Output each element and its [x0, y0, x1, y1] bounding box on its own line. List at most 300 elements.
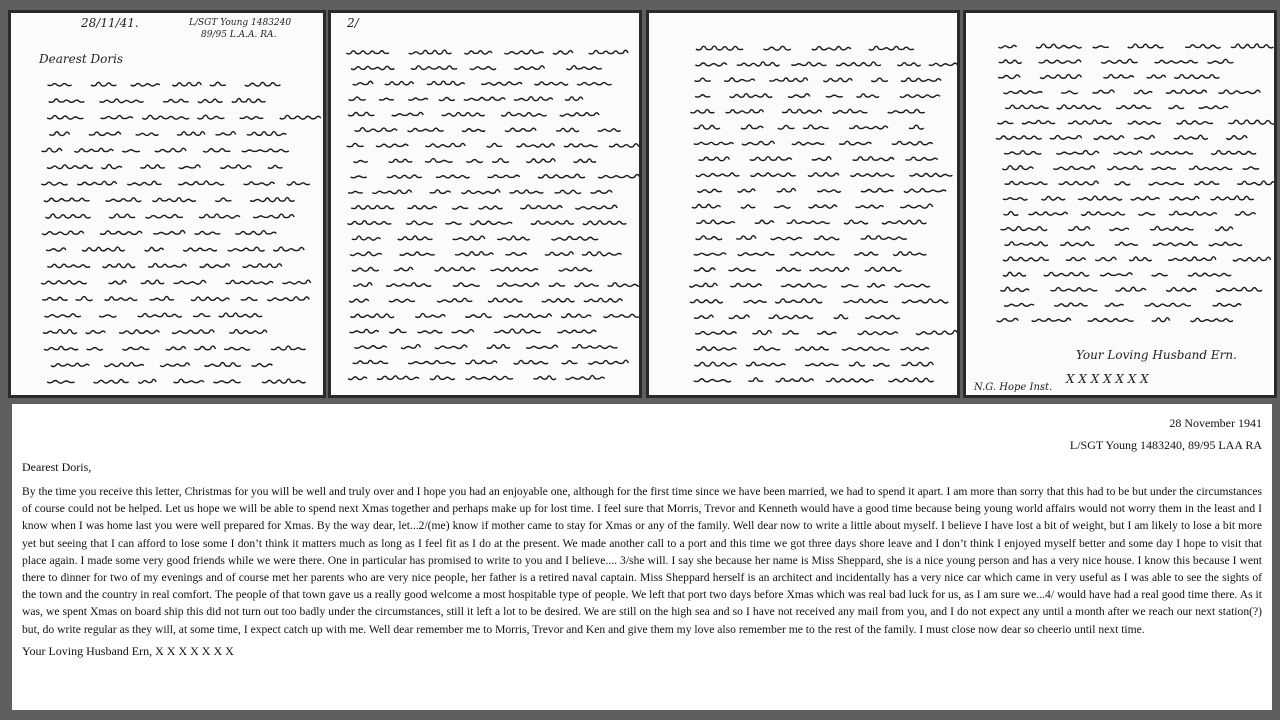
handwritten-word [769, 78, 808, 82]
handwritten-word [166, 347, 186, 350]
handwritten-word [730, 284, 761, 287]
handwritten-word [810, 267, 849, 271]
handwritten-word [1131, 197, 1160, 200]
handwritten-word [769, 315, 814, 319]
handwritten-word [244, 182, 275, 185]
handwritten-word [1093, 46, 1109, 48]
handwritten-word [1128, 121, 1161, 124]
handwritten-word [1147, 75, 1166, 78]
handwritten-word [1044, 272, 1089, 276]
handwritten-word [729, 315, 750, 319]
handwritten-word [823, 78, 852, 81]
handwritten-word [737, 62, 780, 66]
handwritten-word [901, 362, 933, 366]
handwritten-word [1115, 242, 1138, 245]
handwritten-word [1005, 242, 1048, 246]
handwritten-word [738, 189, 756, 192]
handwritten-word [1093, 90, 1115, 93]
handwritten-word [844, 220, 868, 224]
handwritten-word [44, 346, 78, 350]
handwritten-word [1000, 287, 1029, 291]
handwritten-word [142, 115, 189, 119]
handwritten-word [738, 252, 775, 255]
handwritten-word [533, 376, 556, 380]
handwritten-word [470, 221, 512, 225]
handwritten-word [694, 253, 726, 255]
handwritten-word [101, 165, 122, 169]
handwritten-word [998, 121, 1014, 124]
handwritten-word [48, 84, 72, 86]
handwritten-word [869, 46, 914, 50]
handwritten-word [351, 206, 394, 209]
handwritten-word [267, 297, 309, 301]
handwritten-word [696, 220, 735, 224]
handwritten-word [191, 297, 230, 301]
handwritten-word [122, 150, 140, 152]
handwritten-word [47, 264, 90, 267]
handwritten-word [409, 50, 452, 54]
handwritten-word [755, 220, 774, 223]
handwritten-word [140, 165, 165, 168]
handwritten-word [776, 268, 801, 272]
handwritten-word [1199, 106, 1228, 109]
handwritten-word [575, 205, 617, 209]
handwritten-word [138, 313, 182, 317]
handwritten-word [1057, 105, 1101, 109]
handwritten-word [351, 66, 394, 69]
handwritten-word [352, 236, 381, 240]
handwritten-word [826, 378, 874, 382]
handwritten-word [203, 149, 230, 152]
handwritten-word [1022, 120, 1055, 123]
handwritten-word [598, 175, 639, 178]
handwritten-word [694, 315, 713, 318]
handwritten-word [1001, 227, 1048, 231]
handwritten-word [1152, 318, 1170, 322]
handwritten-word [1101, 59, 1137, 63]
handwritten-word [782, 109, 822, 113]
handwritten-word [487, 143, 503, 147]
handwritten-word [389, 299, 415, 302]
handwritten-word [400, 252, 435, 255]
handwritten-word [690, 300, 723, 303]
handwritten-word [268, 165, 283, 168]
handwritten-word [929, 63, 957, 66]
handwritten-word [389, 329, 406, 333]
transcription-panel [12, 404, 1272, 710]
handwritten-word [865, 267, 902, 271]
handwritten-word [750, 157, 792, 161]
handwritten-word [215, 198, 231, 201]
handwritten-word [1028, 212, 1067, 215]
handwritten-word [1003, 198, 1028, 200]
handwritten-word [350, 329, 379, 333]
handwritten-word [808, 173, 839, 176]
handwritten-word [49, 132, 69, 136]
handwritten-word [453, 283, 480, 287]
handwritten-word [817, 332, 836, 335]
handwritten-word [748, 378, 763, 382]
handwritten-word [696, 173, 740, 177]
handwritten-word [47, 165, 93, 169]
handwritten-word [155, 148, 186, 152]
handwritten-word [376, 144, 408, 147]
handwritten-word [542, 299, 575, 303]
handwritten-word [411, 66, 457, 70]
handwritten-word [354, 161, 368, 163]
handwritten-word [219, 313, 263, 317]
handwritten-word [1168, 257, 1216, 261]
handwritten-word [726, 110, 764, 113]
handwritten-word [826, 95, 843, 97]
handwritten-word [833, 109, 868, 113]
handwritten-word [1168, 106, 1184, 109]
handwritten-word [1100, 273, 1132, 276]
handwritten-word [100, 231, 142, 235]
handwritten-word [394, 267, 413, 270]
handwritten-word [724, 78, 755, 82]
handwritten-word [1138, 213, 1155, 216]
handwritten-word [491, 267, 539, 271]
handwritten-word [355, 128, 398, 132]
handwritten-word [1115, 182, 1131, 185]
handwritten-word [425, 143, 465, 147]
handwritten-word [777, 188, 796, 191]
letter-page-1 [8, 10, 326, 398]
handwritten-word [744, 300, 767, 303]
handwritten-word [1150, 226, 1194, 230]
handwritten-word [82, 247, 125, 251]
handwritten-word [572, 345, 618, 349]
handwritten-word [865, 316, 900, 319]
handwritten-word [229, 330, 267, 334]
page1-date: 28/11/41. [81, 16, 139, 30]
handwritten-word [76, 297, 93, 301]
handwritten-word [1056, 151, 1099, 155]
handwritten-word [742, 141, 775, 145]
handwritten-word [1032, 318, 1071, 321]
handwritten-word [351, 176, 367, 178]
handwritten-word [347, 221, 391, 225]
handwritten-word [122, 347, 149, 350]
handwritten-word [283, 280, 311, 284]
page2-script-lines [346, 50, 639, 380]
handwritten-word [695, 331, 736, 335]
handwritten-word [452, 206, 468, 209]
handwritten-word [348, 191, 363, 193]
handwritten-word [754, 346, 781, 350]
handwritten-word [902, 299, 948, 303]
handwritten-word [996, 136, 1042, 139]
handwritten-word [138, 379, 156, 383]
handwritten-word [377, 376, 419, 380]
handwritten-word [514, 97, 553, 101]
handwritten-word [812, 47, 851, 50]
handwritten-word [392, 112, 424, 115]
handwritten-word [49, 99, 85, 102]
handwritten-word [1231, 44, 1274, 48]
handwritten-word [553, 51, 573, 54]
handwritten-word [497, 283, 539, 287]
handwritten-word [695, 95, 710, 97]
handwritten-word [177, 132, 205, 136]
handwritten-word [520, 205, 562, 209]
handwritten-word [174, 379, 204, 383]
handwritten-word [836, 62, 881, 66]
handwritten-word [1004, 212, 1019, 216]
handwritten-word [1216, 287, 1262, 291]
handwritten-word [566, 66, 601, 70]
transcription-salutation: Dearest Doris, [22, 460, 92, 474]
handwritten-word [1134, 90, 1152, 93]
handwritten-word [1103, 75, 1133, 79]
handwritten-word [109, 281, 127, 285]
handwriting-page-1 [11, 13, 323, 395]
handwritten-word [1194, 182, 1219, 185]
handwritten-word [379, 98, 394, 100]
handwritten-word [817, 190, 841, 192]
handwritten-word [1215, 227, 1233, 231]
handwritten-word [226, 280, 274, 284]
handwritten-word [224, 347, 250, 350]
handwritten-word [210, 82, 226, 86]
handwritten-word [1116, 105, 1151, 108]
handwritten-word [577, 83, 612, 85]
handwritten-word [856, 205, 884, 208]
handwritten-word [997, 318, 1019, 321]
handwritten-word [895, 284, 930, 287]
handwritten-word [183, 248, 217, 251]
handwritten-word [91, 82, 117, 86]
handwritten-word [871, 78, 888, 81]
handwritten-word [694, 362, 736, 366]
handwritten-word [778, 125, 795, 129]
page4-footer-note: N.G. Hope Inst. [974, 382, 1053, 393]
handwritten-word [1213, 303, 1242, 306]
handwritten-word [245, 82, 281, 86]
handwritten-word [466, 376, 513, 379]
handwritten-word [892, 141, 933, 145]
handwritten-word [51, 363, 89, 366]
handwritten-word [1151, 152, 1194, 155]
handwritten-word [452, 330, 474, 333]
handwritten-word [1190, 318, 1233, 321]
handwritten-word [736, 236, 756, 240]
page2-number: 2/ [347, 16, 359, 30]
handwritten-word [350, 314, 394, 318]
handwritten-word [849, 362, 865, 366]
handwritten-word [1219, 90, 1261, 94]
handwritten-word [436, 175, 470, 178]
handwriting-page-3 [649, 13, 957, 395]
handwritten-word [694, 125, 720, 129]
handwritten-word [1105, 303, 1124, 306]
handwritten-word [792, 142, 825, 145]
handwritten-word [1040, 75, 1082, 79]
handwritten-word [160, 363, 189, 367]
handwritten-word [582, 252, 622, 256]
handwritten-word [136, 133, 159, 135]
handwritten-word [583, 221, 627, 225]
handwritten-word [42, 148, 63, 152]
handwritten-word [873, 364, 890, 367]
handwritten-word [1235, 212, 1256, 215]
handwritten-word [273, 247, 304, 251]
page4-script-lines [996, 44, 1274, 322]
handwriting-page-2 [331, 13, 639, 395]
handwritten-word [782, 331, 798, 334]
handwritten-word [1228, 120, 1274, 124]
letter-page-2 [328, 10, 642, 398]
handwritten-word [999, 60, 1022, 63]
handwritten-word [178, 181, 224, 185]
handwritten-word [174, 280, 206, 284]
handwritten-word [790, 252, 835, 256]
handwritten-word [77, 181, 116, 184]
handwritten-word [853, 157, 894, 161]
handwritten-word [998, 75, 1020, 79]
handwritten-word [1174, 135, 1208, 139]
handwritten-word [148, 264, 186, 268]
handwritten-word [179, 165, 201, 169]
handwritten-word [461, 190, 500, 194]
handwritten-word [462, 129, 485, 132]
handwritten-word [1054, 303, 1087, 306]
handwritten-word [504, 50, 543, 54]
handwritten-word [354, 346, 386, 349]
handwritten-word [562, 361, 578, 364]
handwritten-word [94, 380, 129, 384]
handwritten-word [858, 331, 898, 334]
handwritten-word [349, 299, 369, 302]
handwritten-word [45, 214, 90, 218]
handwritten-word [228, 247, 265, 251]
handwritten-word [514, 66, 544, 70]
handwritten-word [220, 165, 251, 169]
handwritten-word [1053, 166, 1095, 170]
handwritten-word [1129, 257, 1152, 261]
handwritten-word [466, 160, 483, 163]
handwritten-word [386, 283, 431, 287]
handwritten-word [1166, 288, 1196, 292]
handwritten-word [44, 314, 80, 317]
handwritten-word [555, 190, 582, 193]
handwritten-word [89, 132, 121, 135]
handwritten-word [809, 205, 837, 208]
handwritten-word [850, 173, 894, 176]
handwritten-word [1003, 272, 1026, 276]
handwritten-word [481, 82, 522, 85]
handwritten-word [545, 252, 574, 255]
handwritten-word [86, 331, 106, 334]
handwritten-word [479, 206, 503, 209]
handwritten-word [604, 314, 640, 317]
page3-script-lines [689, 46, 957, 382]
handwritten-word [730, 94, 773, 98]
handwritten-word [803, 125, 829, 129]
handwritten-word [1041, 196, 1065, 200]
handwritten-word [271, 346, 306, 350]
handwritten-word [372, 190, 411, 194]
handwritten-word [1002, 166, 1033, 170]
handwritten-word [346, 51, 389, 54]
handwritten-word [1003, 257, 1049, 261]
handwritten-word [353, 361, 389, 364]
transcription-body: By the time you receive this letter, Christmas for you will be well and truly over and I hope you had an enjoyable one, although for the first time since we have been married, we had to spend it apart. I am more than sorry that this had to be but under the circumstances of course could not be helped. Let us hope we will be able to spend next Xmas together and perhaps make up for lost time. I feel sure that Morris, Trevor and Kenneth would have a good time because being young world affairs would not worry them in the least and I know when I was home last you were well prepared for Xmas. By the way dear, let...2/(me) know if mother came to stay for Xmas or any of the family. Well dear now to write a little about myself. I believe I have lost a bit of weight, but I am likely to lose a bit more yet but seeing that I can afford to lose some I don’t think it matters much as long as I feel fit as I do at the present. We made another call to a port and this time we got three days shore leave and I don’t think I enjoyed myself better and some day I hope to visit that place again. I made some very good friends while we were there. One in particular has promised to write to you and I believe.... 3/she will. I say she because her name is Miss Sheppard, she is a nice young person and has a very nice house. I know this because I went there to dinner for two of my evenings and of course met her parents who are very nice people, her father is a retired naval captain. Miss Sheppard herself is an architect and incidentally has a very nice car which came in very useful as I was able to see the sights of the town and the country in real comfort. The people of that town gave us a really good welcome a most hospitable type of people. We left that port two days before Xmas which was real bad luck for us, as I am sure we...4/ would have had a real good time there. As it was, we spent Xmas on board ship this did not turn out too badly under the circumstances, still it left a lot to be desired. We are still on the high sea and so I have not received any mail from you, and I do not expect any until a month after we reach our next station(?) but, do write regular as they will, at some time, I expect catch up with me. Well dear remember me to Morris, Trevor and Ken and give them my love also remember me to the rest of the family. I must close now dear so cheerio until next time. [22, 485, 1262, 636]
handwritten-word [425, 159, 453, 163]
handwritten-word [119, 330, 159, 334]
handwritten-word [812, 157, 831, 161]
handwritten-word [854, 252, 878, 255]
handwritten-word [408, 361, 455, 364]
page1-rank: L/SGT Young 1483240 [189, 18, 292, 28]
handwritten-word [584, 298, 623, 302]
letter-page-3 [646, 10, 960, 398]
handwritten-word [900, 204, 933, 208]
handwritten-word [141, 280, 164, 284]
handwritten-word [464, 51, 492, 54]
page4-signature: Your Loving Husband Ern. [1076, 348, 1237, 362]
handwritten-word [1068, 227, 1090, 231]
handwritten-word [348, 112, 374, 116]
handwritten-word [398, 236, 433, 240]
handwritten-word [415, 314, 445, 318]
handwritten-word [538, 174, 585, 178]
handwritten-word [435, 267, 475, 271]
handwritten-word [814, 236, 839, 240]
handwritten-word [74, 148, 113, 152]
handwritten-word [551, 237, 598, 241]
handwritten-word [47, 116, 83, 120]
handwritten-word [916, 331, 957, 335]
handwritten-word [1094, 136, 1124, 140]
handwritten-word [349, 97, 366, 100]
handwritten-word [352, 268, 379, 272]
handwritten-word [788, 94, 810, 98]
handwritten-word [1177, 120, 1213, 124]
handwritten-word [442, 113, 485, 117]
page1-unit: 89/95 L.A.A. RA. [201, 30, 277, 40]
handwritten-word [247, 132, 286, 136]
handwritten-word [690, 110, 714, 113]
handwritten-word [909, 125, 924, 129]
transcription-closing: Your Loving Husband Ern, X X X X X X X [22, 643, 234, 658]
handwritten-word [598, 129, 621, 132]
handwritten-word [408, 98, 428, 100]
handwritten-word [1237, 181, 1274, 185]
handwritten-word [516, 144, 554, 147]
handwritten-word [1145, 303, 1191, 306]
handwritten-word [197, 115, 224, 119]
handwritten-word [42, 231, 84, 235]
handwritten-word [1226, 136, 1247, 140]
transcription-sender: L/SGT Young 1483240, 89/95 LAA RA [1069, 438, 1262, 452]
handwritten-word [844, 299, 889, 303]
handwritten-word [741, 205, 755, 208]
handwritten-word [787, 220, 830, 224]
handwritten-word [353, 283, 372, 287]
handwritten-word [41, 182, 67, 185]
handwritten-word [401, 345, 420, 349]
handwritten-word [1068, 120, 1112, 124]
handwritten-word [857, 94, 880, 98]
handwritten-word [235, 231, 276, 235]
handwritten-word [1169, 211, 1217, 215]
handwritten-word [888, 378, 933, 382]
handwritten-word [549, 283, 565, 286]
handwritten-word [505, 128, 536, 131]
handwritten-word [87, 348, 103, 350]
